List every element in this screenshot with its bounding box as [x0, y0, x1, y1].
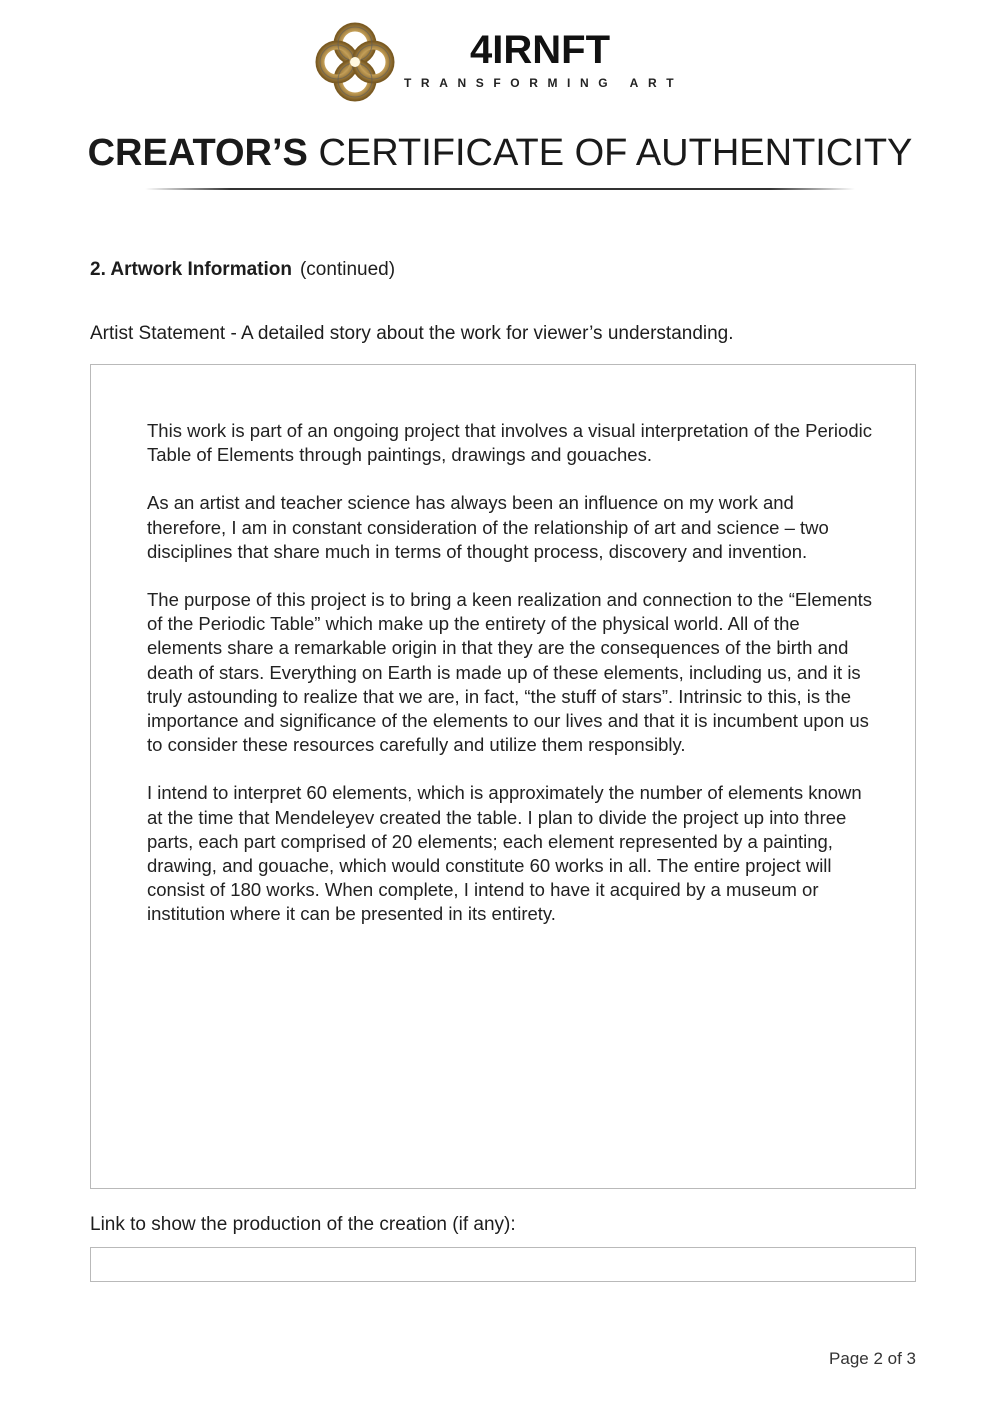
production-link-label: Link to show the production of the creation (if any):: [90, 1214, 516, 1235]
title-bold: CREATOR’S: [87, 132, 308, 174]
section-heading: [90, 258, 395, 282]
section-continued: (continued): [299, 259, 396, 280]
title-divider: [145, 188, 855, 190]
statement-paragraph: As an artist and teacher science has always been an influence on my work and therefore, I am in constant consideration of the relationship of art and science – two disciplines that share much in terms of thought process, discovery and invention.: [147, 492, 829, 562]
statement-paragraph: I intend to interpret 60 elements, which is approximately the number of elements known at the time that Mendeleyev created the table. I plan to divide the project up into three parts, each part comprised of 20 elements; each element represented by a painting, drawing, and gouache, which would constitute 60 works in all. The entire project will consist of 180 works. When complete, I intend to have it acquired by a museum or institution where it can be presented in its entirety.: [147, 782, 862, 925]
brand-tagline: TRANSFORMING ART: [404, 76, 684, 90]
statement-paragraph: This work is part of an ongoing project that involves a visual interpretation of the Periodic Table of Elements through paintings, drawings and gouaches.: [147, 420, 872, 466]
page-number: Page 2 of 3: [829, 1349, 916, 1368]
section-title: 2. Artwork Information: [90, 259, 292, 280]
title-rest: CERTIFICATE OF AUTHENTICITY: [318, 132, 913, 174]
artist-statement-label: Artist Statement - A detailed story about the work for viewer’s understanding.: [90, 323, 734, 344]
document-title: [0, 130, 1000, 176]
artist-statement-field[interactable]: [90, 364, 916, 1189]
brand-name: 4IRNFT: [470, 28, 610, 72]
statement-paragraph: The purpose of this project is to bring a keen realization and connection to the “Elements of the Periodic Table” which make up the entirety of the physical world. All of the elements share a remarkable origin in that they are the consequences of the birth and death of stars. Everything on Earth is made up of these elements, including us, and it is truly astounding to realize that we are, in fact, “the stuff of stars”. Intrinsic to this, is the importance and significance of the elements to our lives and that it is incumbent upon us to consider these resources carefully and utilize them responsibly.: [147, 589, 873, 756]
brand-block: [404, 28, 694, 90]
production-link-field[interactable]: [90, 1247, 916, 1282]
logo-icon: [313, 20, 397, 104]
artist-statement-text: [147, 419, 877, 951]
